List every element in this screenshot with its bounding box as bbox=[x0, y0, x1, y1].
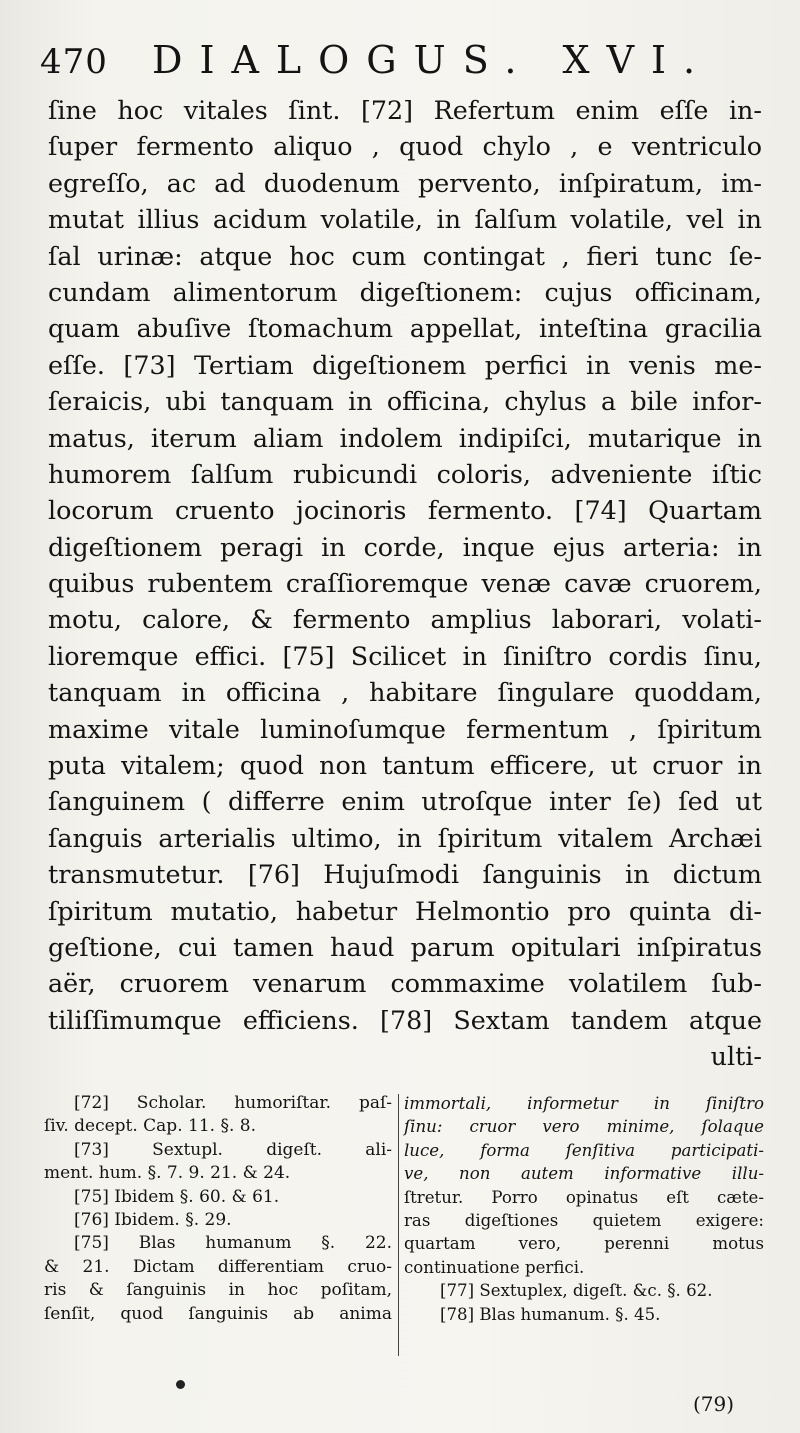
text-line: motu, calore, & fermento amplius laborari, volati- bbox=[48, 604, 762, 635]
text-line: lioremque effici. [75] Scilicet in ſiniſtro cordis ſinu, bbox=[48, 640, 762, 671]
page-number: 470 bbox=[40, 42, 108, 82]
footnote-line: [75] Blas humanum §. 22. bbox=[74, 1233, 392, 1254]
text-line: matus, iterum aliam indolem indipiſci, mutarique in bbox=[48, 422, 762, 453]
footnote-line: ſinu: cruor vero minime, ſolaque bbox=[404, 1117, 764, 1137]
text-line: ſal urinæ: atque hoc cum contingat , fieri tunc ſe- bbox=[48, 240, 762, 271]
footnotes-right-column bbox=[404, 1092, 764, 1326]
footnote-line: ſenſit, quod ſanguinis ab anima bbox=[44, 1303, 392, 1324]
footnote-line: ras digeſtiones quietem exigere: bbox=[404, 1210, 764, 1230]
text-line: locorum cruento jocinoris fermento. [74] Quartam bbox=[48, 495, 762, 526]
text-line: eſſe. [73] Tertiam digeſtionem perfici in venis me- bbox=[48, 349, 762, 380]
footnote-line: ſtretur. Porro opinatus eſt cæte- bbox=[404, 1187, 764, 1207]
text-line: ſine hoc vitales ſint. [72] Refertum enim eſſe in- bbox=[48, 95, 762, 125]
text-line: egreſſo, ac ad duodenum pervento, inſpiratum, im- bbox=[48, 167, 762, 198]
footnote-line: [76] Ibidem. §. 29. bbox=[74, 1209, 232, 1230]
running-title: DIALOGUS. XVI. bbox=[152, 38, 713, 82]
footnote-line: ve, non autem informative illu- bbox=[404, 1164, 764, 1184]
text-line: ſanguis arterialis ultimo, in ſpiritum vitalem Archæi bbox=[48, 822, 762, 853]
page-header bbox=[40, 38, 760, 88]
footnote-line: [73] Sextupl. digeſt. ali- bbox=[74, 1139, 392, 1160]
footnote-line: immortali, informetur in ſiniſtro bbox=[404, 1094, 764, 1113]
text-line: quibus rubentem craſſioremque venæ cavæ cruorem, bbox=[48, 568, 762, 599]
text-line: ſuper fermento aliquo , quod chylo , e ventriculo bbox=[48, 131, 762, 162]
footnote-line: ſiv. decept. Cap. 11. §. 8. bbox=[44, 1116, 256, 1137]
column-rule bbox=[398, 1094, 399, 1356]
footnotes-left-column bbox=[44, 1092, 392, 1326]
text-line: transmutetur. [76] Hujuſmodi ſanguinis in dictum bbox=[48, 859, 762, 890]
text-line: ſeraicis, ubi tanquam in officina, chylus a bile infor- bbox=[48, 386, 762, 417]
footnote-line: luce, forma ſenſitiva participati- bbox=[404, 1140, 764, 1160]
text-line-catchword: ulti- bbox=[710, 1041, 762, 1072]
text-line: humorem ſalſum rubicundi coloris, adveniente iſtic bbox=[48, 458, 762, 489]
text-line: tiliſſimumque efficiens. [78] Sextam tandem atque bbox=[48, 1004, 762, 1035]
footnote-line: & 21. Dictam differentiam cruo- bbox=[44, 1256, 392, 1277]
footnote-line: [77] Sextuplex, digeſt. &c. §. 62. bbox=[440, 1281, 713, 1301]
text-line: ſanguinem ( differre enim utroſque inter ſe) ſed ut bbox=[48, 786, 762, 817]
text-line: ſpiritum mutatio, habetur Helmontio pro quinta di- bbox=[48, 895, 762, 926]
text-line: quam abuſive ſtomachum appellat, inteſtina gracilia bbox=[48, 313, 762, 344]
footnote-line: [78] Blas humanum. §. 45. bbox=[440, 1304, 661, 1324]
footnotes bbox=[44, 1092, 764, 1392]
footnote-line: [75] Ibidem §. 60. & 61. bbox=[74, 1186, 280, 1207]
text-line: puta vitalem; quod non tantum efficere, ut cruor in bbox=[48, 750, 762, 781]
text-line: mutat illius acidum volatile, in ſalſum volatile, vel in bbox=[48, 204, 762, 235]
main-text bbox=[48, 92, 762, 1075]
footnote-line: continuatione perfici. bbox=[404, 1257, 585, 1277]
text-line: geſtione, cui tamen haud parum opitulari inſpiratus bbox=[48, 931, 762, 962]
signature-mark bbox=[176, 1380, 185, 1389]
text-line: digeſtionem peragi in corde, inque ejus arteria: in bbox=[48, 531, 762, 562]
text-line: cundam alimentorum digeſtionem: cujus officinam, bbox=[48, 276, 762, 307]
footnote-line: [72] Scholar. humoriſtar. paſ- bbox=[74, 1093, 392, 1113]
catchword: (79) bbox=[693, 1392, 735, 1416]
text-line: maxime vitale luminoſumque fermentum , ſpiritum bbox=[48, 713, 762, 744]
text-line: aër, cruorem venarum commaxime volatilem ſub- bbox=[48, 968, 762, 999]
footnote-line: ris & ſanguinis in hoc poſitam, bbox=[44, 1280, 392, 1301]
text-line: tanquam in officina , habitare ſingulare quoddam, bbox=[48, 677, 762, 708]
footnote-line: quartam vero, perenni motus bbox=[404, 1234, 764, 1254]
footnote-line: ment. hum. §. 7. 9. 21. & 24. bbox=[44, 1163, 291, 1184]
